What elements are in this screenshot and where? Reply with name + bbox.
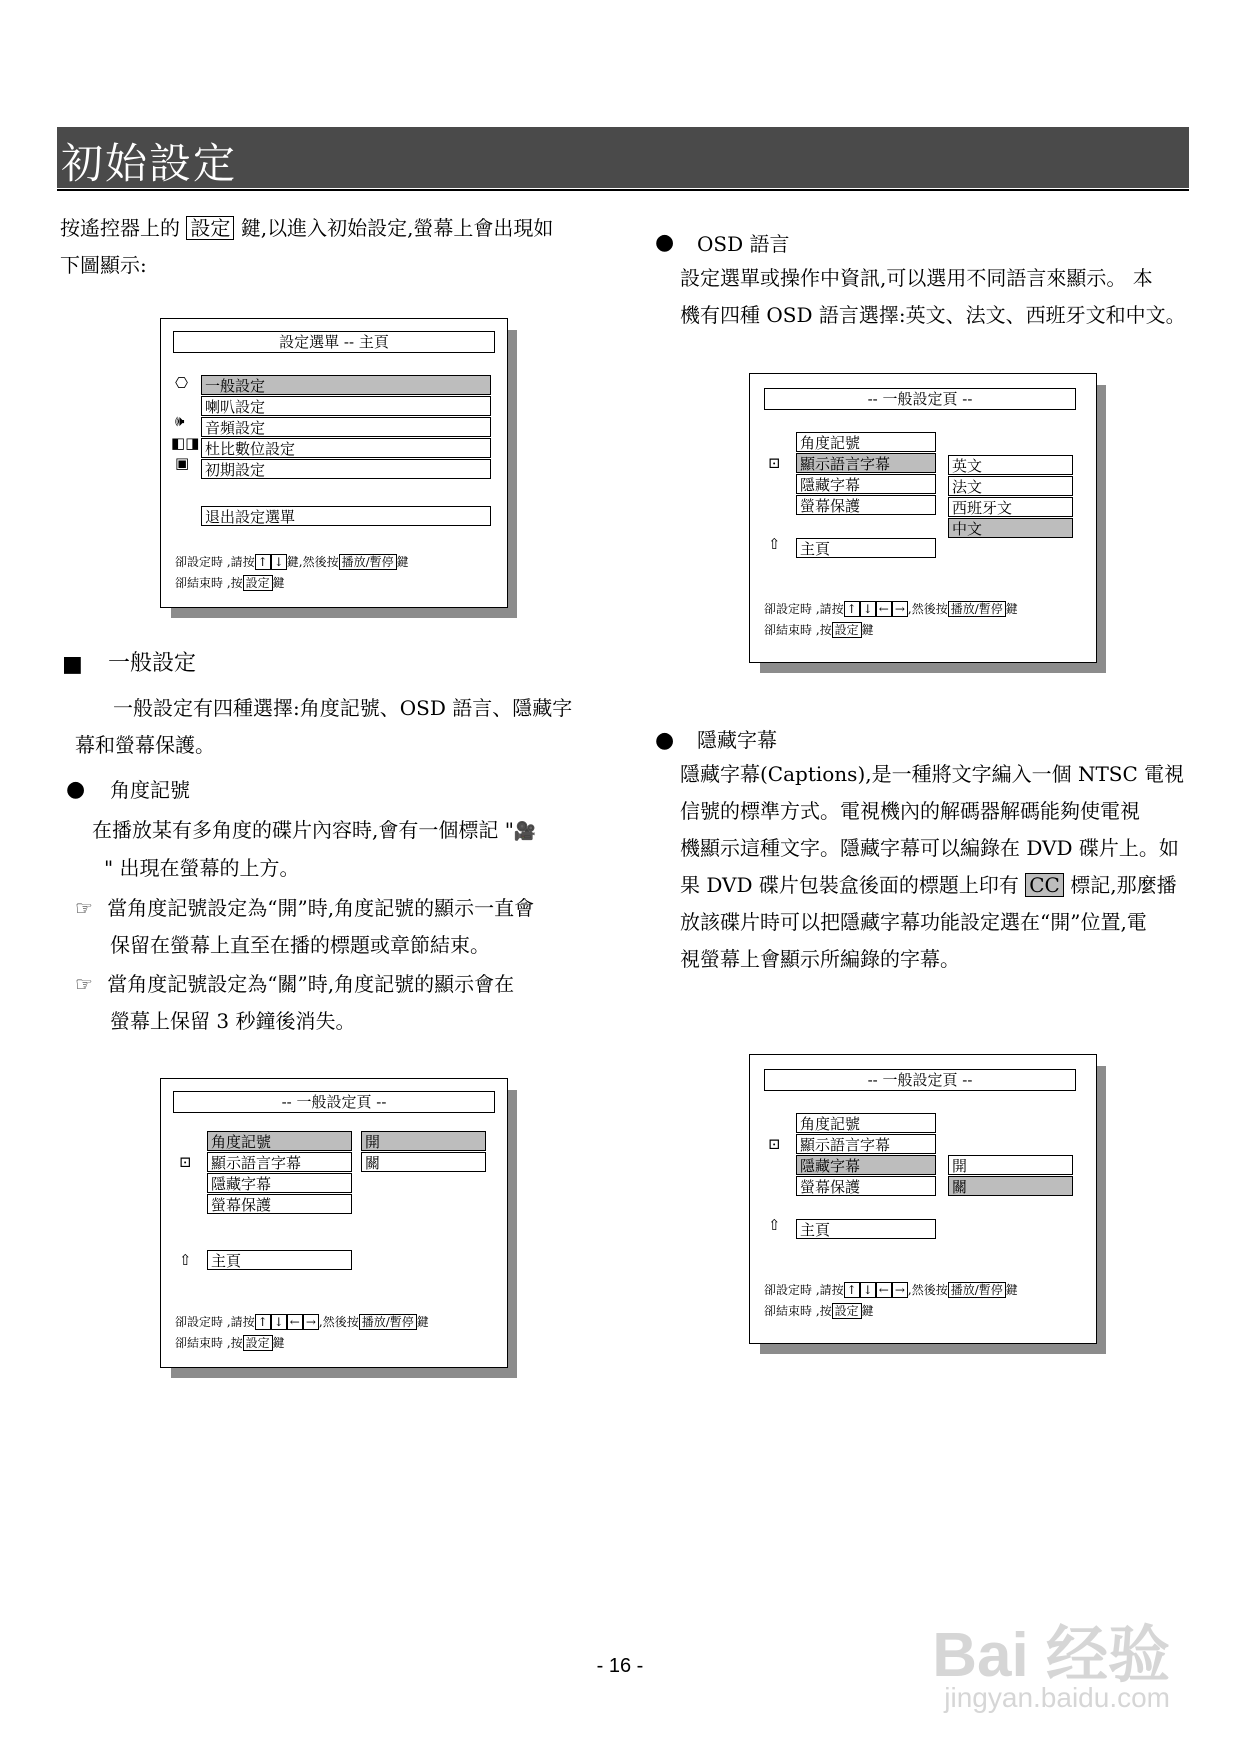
play-pause-key: 播放/暫停 — [339, 554, 397, 570]
menu-item-general[interactable]: 一般設定 — [201, 375, 491, 395]
home-arrow-icon: ⇧ — [768, 535, 781, 553]
left-arrow-icon: ← — [876, 601, 892, 617]
down-arrow-icon: ↓ — [271, 554, 287, 570]
play-pause-key: 播放/暫停 — [359, 1314, 417, 1330]
menu-item-speaker[interactable]: 喇叭設定 — [201, 396, 491, 416]
menu-item-osd[interactable]: 顯示語言字幕 — [207, 1152, 352, 1172]
osd-screen — [749, 373, 1097, 663]
section-general-heading: 一般設定 — [108, 651, 197, 676]
menu-item-captions[interactable]: 隱藏字幕 — [796, 1155, 936, 1175]
setup-menu-title: 設定選單 -- 主頁 — [173, 331, 495, 353]
intro-text: 按遙控器上的 — [60, 216, 180, 240]
option-spanish[interactable]: 西班牙文 — [948, 497, 1073, 517]
general-icon: ⎔ — [175, 374, 189, 392]
general-page-title: -- 一般設定頁 -- — [764, 388, 1076, 410]
option-off[interactable]: 關 — [361, 1152, 486, 1172]
left-arrow-icon: ← — [876, 1282, 892, 1298]
menu-item-captions[interactable]: 隱藏字幕 — [207, 1173, 352, 1193]
menu-item-osd[interactable]: 顯示語言字幕 — [796, 1134, 936, 1154]
setup-key-small: 設定 — [243, 575, 273, 591]
option-french[interactable]: 法文 — [948, 476, 1073, 496]
angle-note-1: ☞ 當角度記號設定為“開”時,角度記號的顯示一直會 保留在螢幕上直至在播的標題或章節結束。 — [75, 896, 535, 957]
main-page-item[interactable]: 主頁 — [796, 1219, 936, 1239]
menu-item-dolby[interactable]: 杜比數位設定 — [201, 438, 491, 458]
up-arrow-icon: ↑ — [255, 1314, 271, 1330]
option-chinese[interactable]: 中文 — [948, 518, 1073, 538]
intro-text-end: 下圖顯示: — [60, 253, 147, 277]
exit-setup-menu[interactable]: 退出設定選單 — [201, 506, 491, 526]
section-general-body: 一般設定有四種選擇:角度記號、OSD 語言、隱藏字 幕和螢幕保護。 — [75, 696, 573, 757]
general-page-title: -- 一般設定頁 -- — [173, 1091, 495, 1113]
page-number: - 16 - — [596, 1655, 644, 1677]
home-arrow-icon: ⇧ — [768, 1216, 781, 1234]
captions-heading: 隱藏字幕 — [697, 728, 777, 752]
up-arrow-icon: ↑ — [844, 1282, 860, 1298]
menu-item-angle[interactable]: 角度記號 — [796, 1113, 936, 1133]
left-arrow-icon: ← — [287, 1314, 303, 1330]
intro-paragraph — [60, 210, 600, 284]
right-arrow-icon: → — [303, 1314, 319, 1330]
angle-note-2: ☞ 當角度記號設定為“關”時,角度記號的顯示會在 螢幕上保留 3 秒鐘後消失。 — [75, 972, 515, 1033]
play-pause-key: 播放/暫停 — [948, 1282, 1006, 1298]
baidu-watermark-logo: Bai 经验 — [932, 1621, 1170, 1690]
general-icon: ⊡ — [179, 1153, 192, 1171]
osd-heading: OSD 語言 — [697, 232, 790, 256]
bullet-dot: ● — [655, 728, 675, 753]
footer-line-2: 卻結束時 ,按 設定 鍵 — [175, 1336, 285, 1350]
cc-mark: CC — [1025, 873, 1064, 897]
captions-body: 隱藏字幕(Captions),是一種將文字編入一個 NTSC 電視 信號的標準方式。電視機內的解碼器解碼能夠使電視 機顯示這種文字。隱藏字幕可以編錄在 DVD 碟片上。如 果 DVD 碟片包裝盒後面的標題上印有 CC 標記,那麼播 放該碟片時可以把隱藏字幕功能設定選在“開”位置,電 視螢幕上會顯示所編錄的字幕。 — [680, 762, 1185, 971]
angle-body: 在播放某有多角度的碟片內容時,會有一個標記 "🎥 " 出現在螢幕的上方。 — [92, 818, 537, 880]
main-page-item[interactable]: 主頁 — [796, 538, 936, 558]
main-page-item[interactable]: 主頁 — [207, 1250, 352, 1270]
menu-item-angle[interactable]: 角度記號 — [796, 432, 936, 452]
setup-key-small: 設定 — [832, 1303, 862, 1319]
menu-item-screensaver[interactable]: 螢幕保護 — [796, 495, 936, 515]
home-arrow-icon: ⇧ — [179, 1251, 192, 1269]
angle-heading: 角度記號 — [110, 778, 190, 802]
up-arrow-icon: ↑ — [255, 554, 271, 570]
footer-line-2: 卻結束時 ,按 設定 鍵 — [764, 1304, 874, 1318]
footer-line-2: 卻結束時 ,按 設定 鍵 — [175, 576, 285, 590]
footer-line-1: 卻設定時 ,請按 ↑ ↓ ← → ,然後按 播放/暫停 鍵 — [764, 1283, 1018, 1297]
dolby-icon: ◧◨ — [171, 434, 200, 452]
general-page-title: -- 一般設定頁 -- — [764, 1069, 1076, 1091]
menu-item-osd[interactable]: 顯示語言字幕 — [796, 453, 936, 473]
footer-line-2: 卻結束時 ,按 設定 鍵 — [764, 623, 874, 637]
menu-item-captions[interactable]: 隱藏字幕 — [796, 474, 936, 494]
captions-screen — [749, 1054, 1097, 1344]
baidu-watermark-url: jingyan.baidu.com — [944, 1682, 1170, 1713]
title-bar — [57, 127, 1189, 188]
footer-line-1: 卻設定時 ,請按 ↑ ↓ 鍵,然後按 播放/暫停 鍵 — [175, 555, 409, 569]
section-square-bullet: ■ — [62, 652, 83, 677]
menu-item-preference[interactable]: 初期設定 — [201, 459, 491, 479]
footer-line-1: 卻設定時 ,請按 ↑ ↓ ← → ,然後按 播放/暫停 鍵 — [175, 1315, 429, 1329]
page-title: 初始設定 — [61, 139, 238, 188]
footer-line-1: 卻設定時 ,請按 ↑ ↓ ← → ,然後按 播放/暫停 鍵 — [764, 602, 1018, 616]
setup-key: 設定 — [186, 216, 234, 240]
osd-body: 設定選單或操作中資訊,可以選用不同語言來顯示。 本 機有四種 OSD 語言選擇:英文、法文、西班牙文和中文。 — [680, 266, 1186, 327]
general-icon: ⊡ — [768, 1135, 781, 1153]
intro-text-cont: 鍵,以進入初始設定,螢幕上會出現如 — [240, 216, 554, 240]
menu-item-screensaver[interactable]: 螢幕保護 — [207, 1194, 352, 1214]
speaker-icon: 🕪 — [175, 412, 185, 430]
preference-icon: ▣ — [175, 454, 190, 472]
setup-key-small: 設定 — [832, 622, 862, 638]
general-icon: ⊡ — [768, 454, 781, 472]
right-arrow-icon: → — [892, 601, 908, 617]
option-english[interactable]: 英文 — [948, 455, 1073, 475]
hand-pointer-icon: ☞ — [75, 972, 93, 996]
bullet-dot: ● — [66, 777, 86, 802]
menu-item-audio[interactable]: 音頻設定 — [201, 417, 491, 437]
title-rule — [57, 189, 1189, 191]
camera-icon: 🎥 — [513, 821, 537, 842]
setup-menu-screen — [160, 318, 508, 608]
option-off[interactable]: 關 — [948, 1176, 1073, 1196]
down-arrow-icon: ↓ — [860, 1282, 876, 1298]
menu-item-screensaver[interactable]: 螢幕保護 — [796, 1176, 936, 1196]
menu-item-angle[interactable]: 角度記號 — [207, 1131, 352, 1151]
play-pause-key: 播放/暫停 — [948, 601, 1006, 617]
option-on[interactable]: 開 — [948, 1155, 1073, 1175]
bullet-dot: ● — [655, 230, 675, 255]
down-arrow-icon: ↓ — [860, 601, 876, 617]
up-arrow-icon: ↑ — [844, 601, 860, 617]
angle-screen — [160, 1078, 508, 1368]
down-arrow-icon: ↓ — [271, 1314, 287, 1330]
setup-key-small: 設定 — [243, 1335, 273, 1351]
right-arrow-icon: → — [892, 1282, 908, 1298]
hand-pointer-icon: ☞ — [75, 896, 93, 920]
option-on[interactable]: 開 — [361, 1131, 486, 1151]
